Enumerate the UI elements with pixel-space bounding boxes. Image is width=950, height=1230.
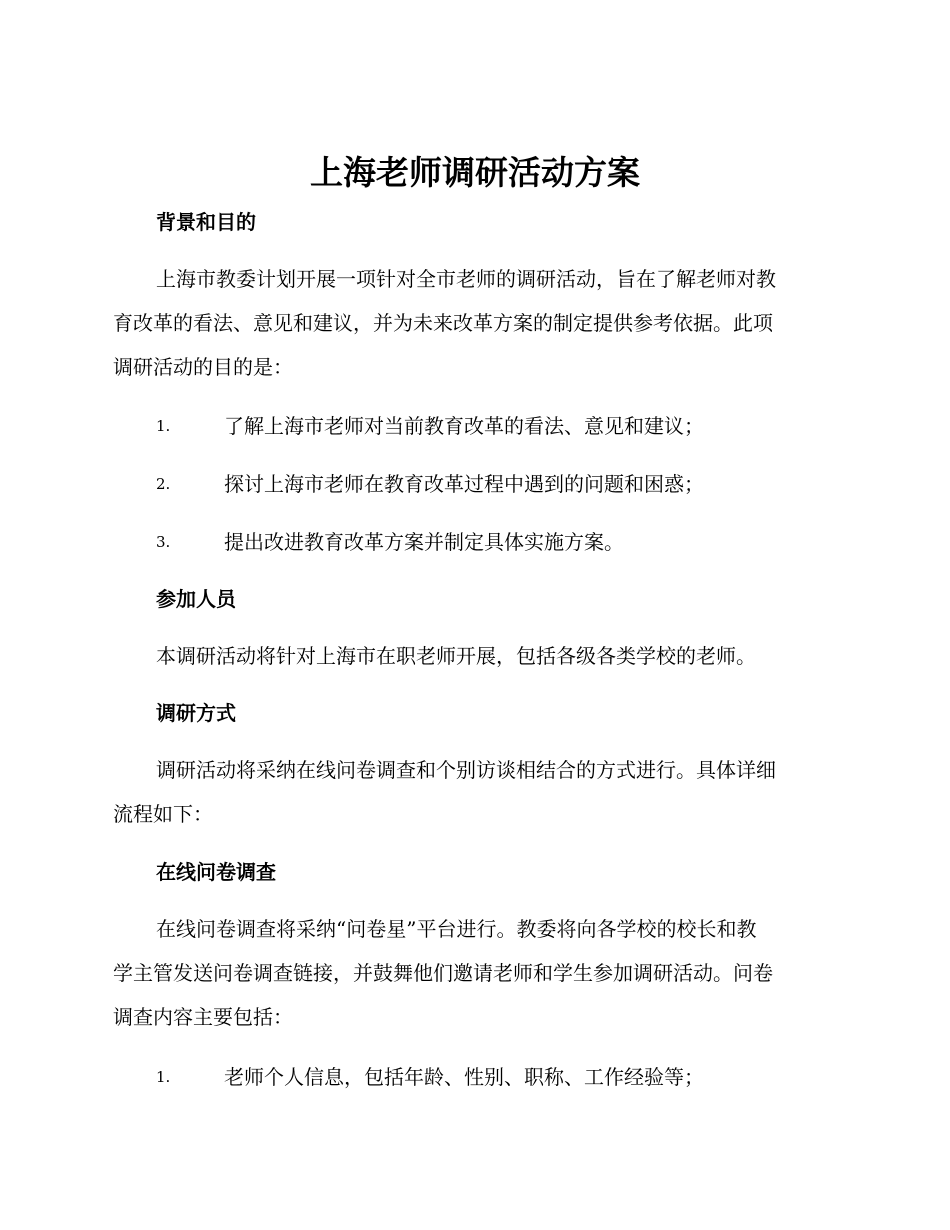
list-item-number: 3. bbox=[156, 533, 171, 551]
paragraph-method bbox=[113, 748, 833, 836]
paragraph-line: 学主管发送问卷调查链接，并鼓舞他们邀请老师和学生参加调研活动。问卷 bbox=[113, 961, 773, 985]
section-heading-method: 调研方式 bbox=[156, 701, 236, 725]
paragraph-line: 上海市教委计划开展一项针对全市老师的调研活动，旨在了解老师对教 bbox=[156, 267, 776, 291]
paragraph-line: 调研活动将采纳在线问卷调查和个别访谈相结合的方式进行。具体详细 bbox=[156, 758, 776, 782]
list-item-number: 2. bbox=[156, 475, 171, 493]
section-heading-online-survey: 在线问卷调查 bbox=[156, 860, 276, 884]
list-item-text: 老师个人信息，包括年龄、性别、职称、工作经验等； bbox=[224, 1065, 704, 1089]
section-heading-participants: 参加人员 bbox=[156, 587, 236, 611]
list-item-text: 提出改进教育改革方案并制定具体实施方案。 bbox=[224, 530, 624, 554]
paragraph-line: 调查内容主要包括： bbox=[113, 1005, 293, 1029]
paragraph-line: 调研活动的目的是： bbox=[113, 355, 293, 379]
paragraph-line: 育改革的看法、意见和建议，并为未来改革方案的制定提供参考依据。此项 bbox=[113, 311, 773, 335]
paragraph-line: 在线问卷调查将采纳“问卷星”平台进行。教委将向各学校的校长和教 bbox=[156, 917, 757, 941]
paragraph-background bbox=[113, 257, 833, 389]
list-item-number: 1. bbox=[156, 1068, 171, 1086]
list-item-text: 探讨上海市老师在教育改革过程中遇到的问题和困惑； bbox=[224, 472, 704, 496]
paragraph-online-survey bbox=[113, 907, 833, 1039]
paragraph-line: 流程如下： bbox=[113, 802, 213, 826]
list-item-text: 了解上海市老师对当前教育改革的看法、意见和建议； bbox=[224, 414, 704, 438]
paragraph-line: 本调研活动将针对上海市在职老师开展，包括各级各类学校的老师。 bbox=[156, 644, 756, 668]
list-item-number: 1. bbox=[156, 417, 171, 435]
section-heading-background: 背景和目的 bbox=[156, 210, 256, 234]
paragraph-participants bbox=[113, 634, 833, 678]
document-title: 上海老师调研活动方案 bbox=[310, 153, 640, 192]
